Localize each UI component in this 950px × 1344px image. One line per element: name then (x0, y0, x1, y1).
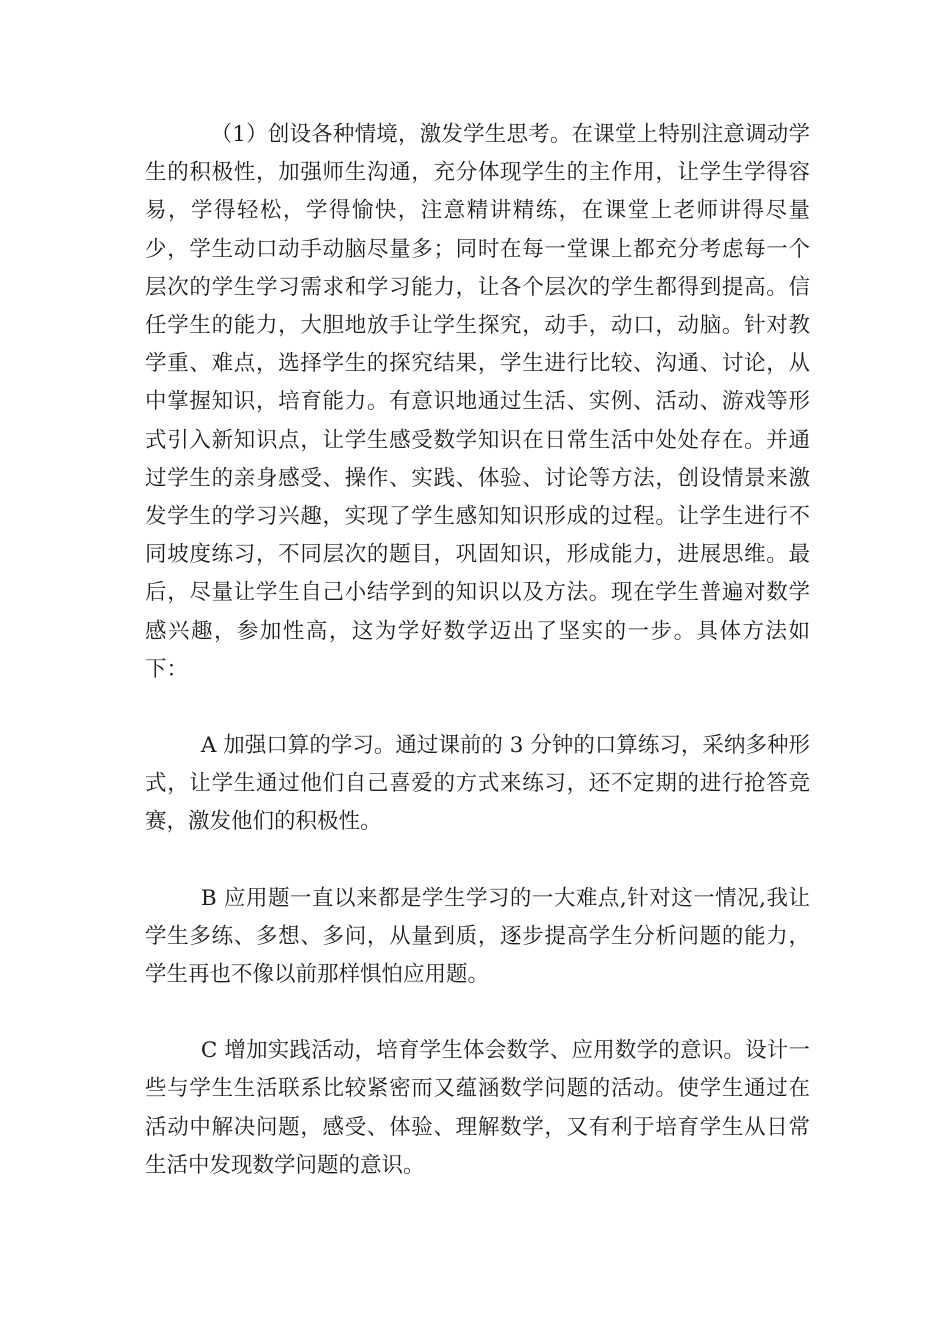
paragraph-c-practice-activities: C 增加实践活动，培育学生体会数学、应用数学的意识。设计一些与学生生活联系比较紧密而又蕴涵数学问题的活动。使学生通过在活动中解决问题，感受、体验、理解数学，又有利于培育学生从日常生活中发现数学问题的意识。 (145, 1038, 810, 1178)
paragraph-b-word-problems: B 应用题一直以来都是学生学习的一大难点,针对这一情况,我让学生多练、多想、多问，从量到质，逐步提高学生分析问题的能力，学生再也不像以前那样惧怕应用题。 (145, 885, 810, 988)
document-body (145, 116, 810, 1185)
paragraph-a-mental-arithmetic: A 加强口算的学习。通过课前的 3 分钟的口算练习，采纳多种形式，让学生通过他们自己喜爱的方式来练习，还不定期的进行抢答竞赛，激发他们的积极性。 (145, 733, 810, 835)
paragraph-creating-situations: （1）创设各种情境，激发学生思考。在课堂上特别注意调动学生的积极性，加强师生沟通，充分体现学生的主作用，让学生学得容易，学得轻松，学得愉快，注意精讲精练，在课堂上老师讲得尽量少，学生动口动手动脑尽量多；同时在每一堂课上都充分考虑每一个层次的学生学习需求和学习能力，让各个层次的学生都得到提高。信任学生的能力，大胆地放手让学生探究，动手，动口，动脑。针对教学重、难点，选择学生的探究结果，学生进行比较、沟通、讨论，从中掌握知识，培育能力。有意识地通过生活、实例、活动、游戏等形式引入新知识点，让学生感受数学知识在日常生活中处处存在。并通过学生的亲身感受、操作、实践、体验、讨论等方法，创设情景来激发学生的学习兴趣，实现了学生感知知识形成的过程。让学生进行不同坡度练习，不同层次的题目，巩固知识，形成能力，进展思维。最后，尽量让学生自己小结学到的知识以及方法。现在学生普遍对数学感兴趣，参加性高，这为学好数学迈出了坚实的一步。具体方法如下： (145, 122, 810, 682)
